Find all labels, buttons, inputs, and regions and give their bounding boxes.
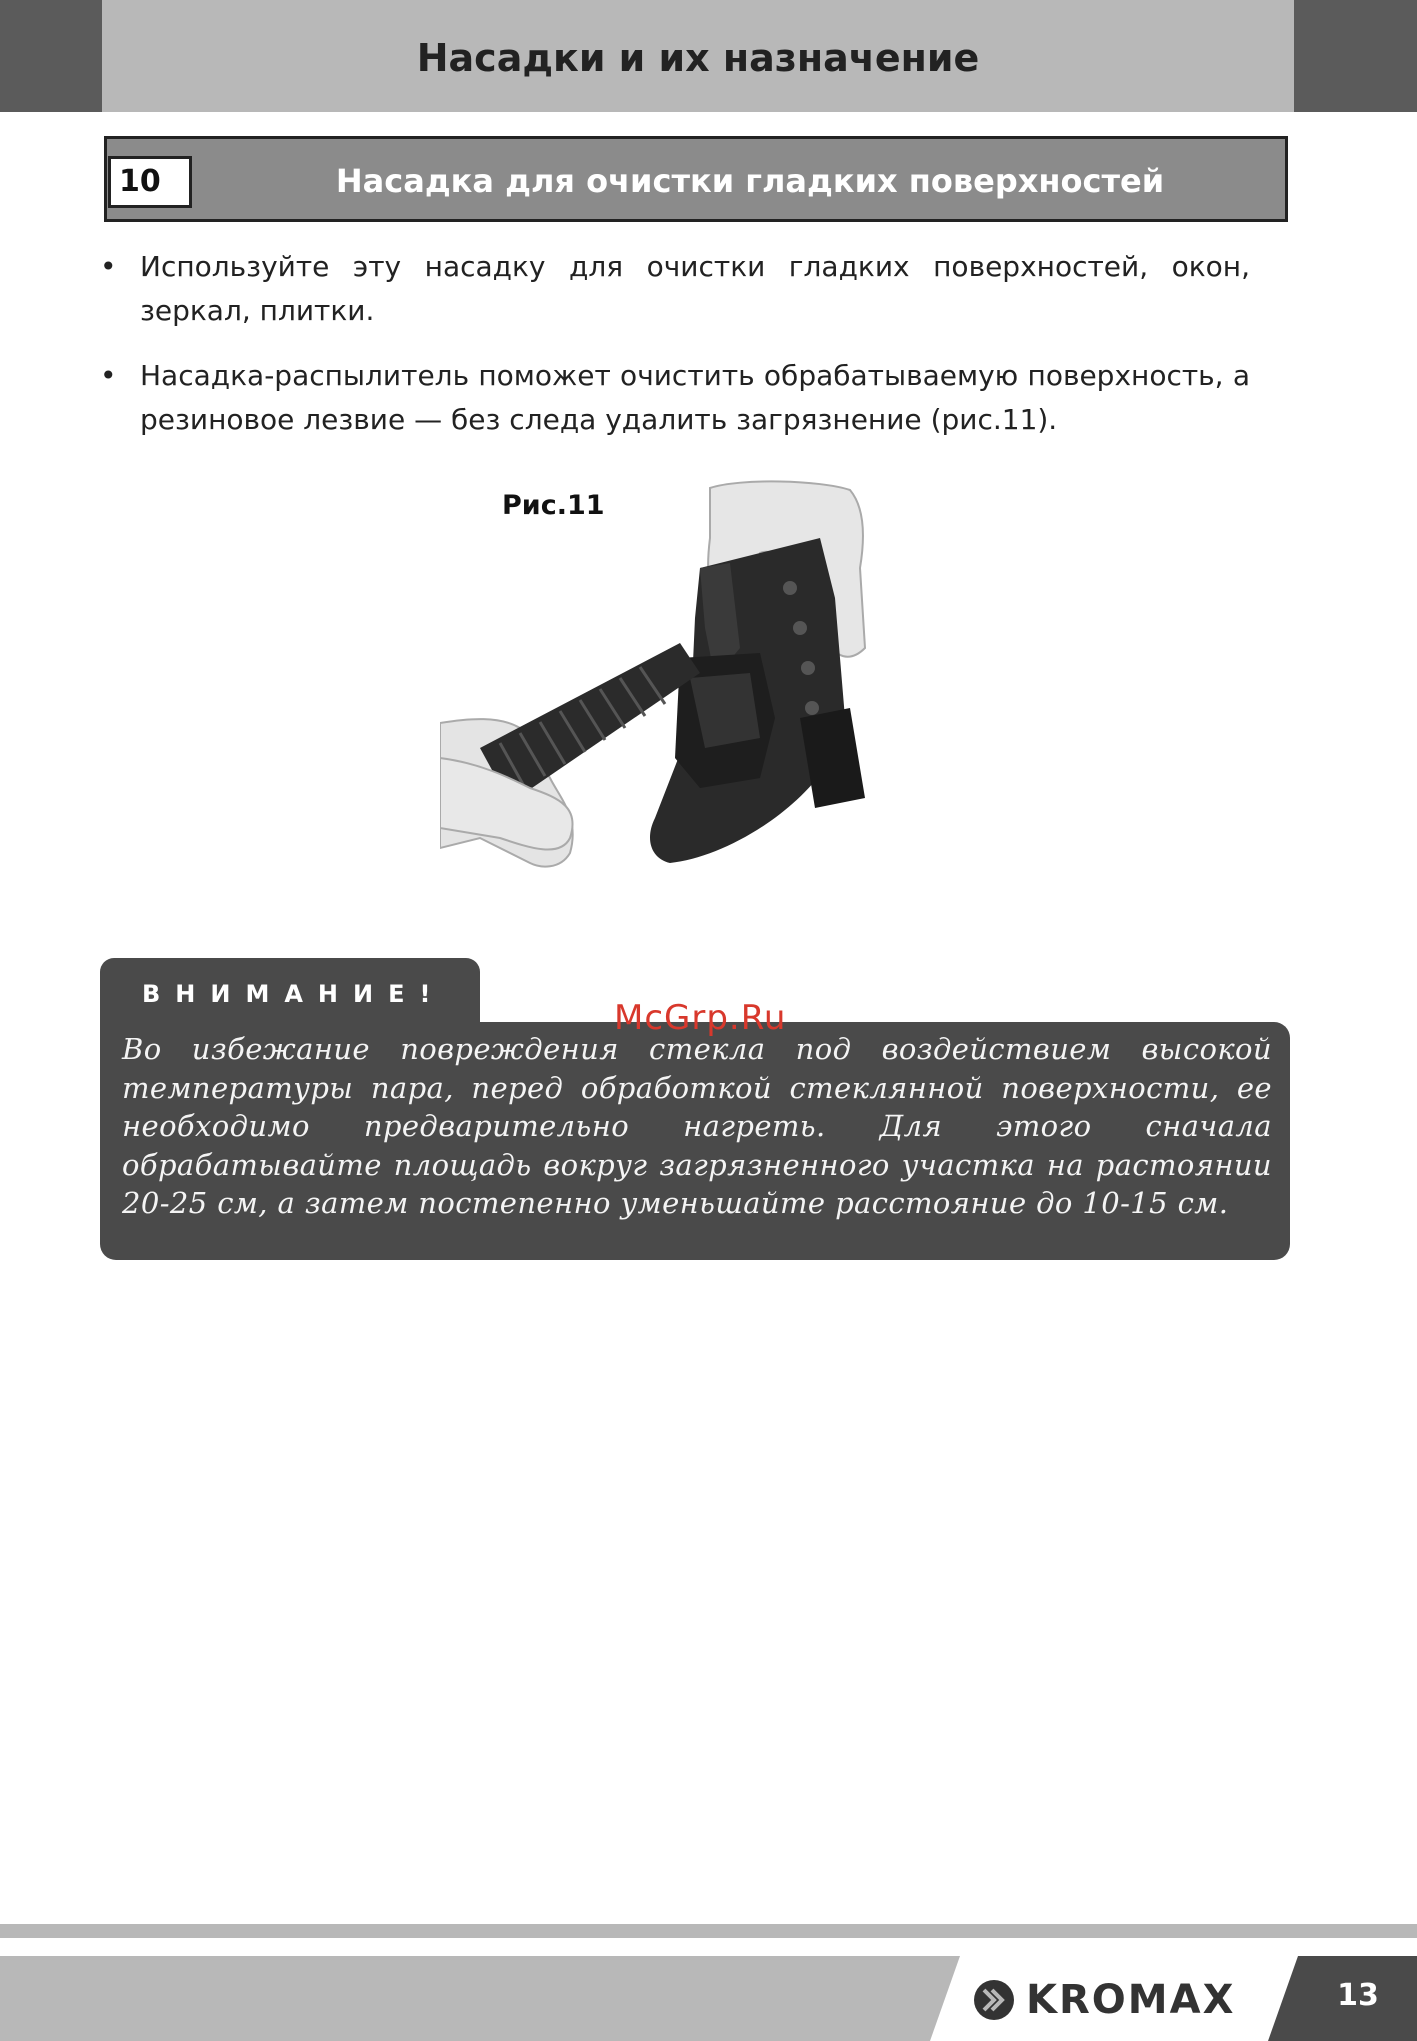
footer-line xyxy=(0,1924,1417,1938)
page-number: 13 xyxy=(1337,1978,1379,2013)
bullet-text: Насадка-распылитель поможет очистить обрабатываемую поверхность, а резиновое лезвие — без следа удалить загрязнение (рис.11). xyxy=(140,359,1250,436)
brand-logo xyxy=(972,1974,1235,2026)
bullet-item xyxy=(100,354,1250,442)
bullet-text: Используйте эту насадку для очистки гладких поверхностей, окон, зеркал, плитки. xyxy=(140,250,1250,327)
watermark: McGrp.Ru xyxy=(614,998,787,1038)
bullet-dot-icon: • xyxy=(100,359,117,392)
figure-label: Рис.11 xyxy=(502,490,605,521)
brand-name: KROMAX xyxy=(1026,1977,1236,2023)
steam-cleaner-squeegee-photo xyxy=(440,478,950,886)
header-right-block xyxy=(1294,0,1417,112)
kromax-logo-icon xyxy=(972,1978,1016,2022)
page-title: Насадки и их назначение xyxy=(416,36,980,80)
bullet-dot-icon: • xyxy=(100,250,117,283)
header-left-block xyxy=(0,0,102,112)
section-title: Насадка для очистки гладких поверхностей xyxy=(335,162,1165,200)
warning-text: Во избежание повреждения стекла под воздействием высокой температуры пара, перед обработкой стеклянной поверхности, ее необходимо предварительно нагреть. Для этого сначала обрабатывайте площадь вокруг загрязненного участка на растоянии 20-25 см, а затем постепенно уменьшайте расстояние до 10-15 см. xyxy=(122,1032,1272,1220)
warning-label: ВНИМАНИЕ! xyxy=(142,980,446,1008)
bullet-item xyxy=(100,245,1250,333)
section-number: 10 xyxy=(108,156,192,208)
